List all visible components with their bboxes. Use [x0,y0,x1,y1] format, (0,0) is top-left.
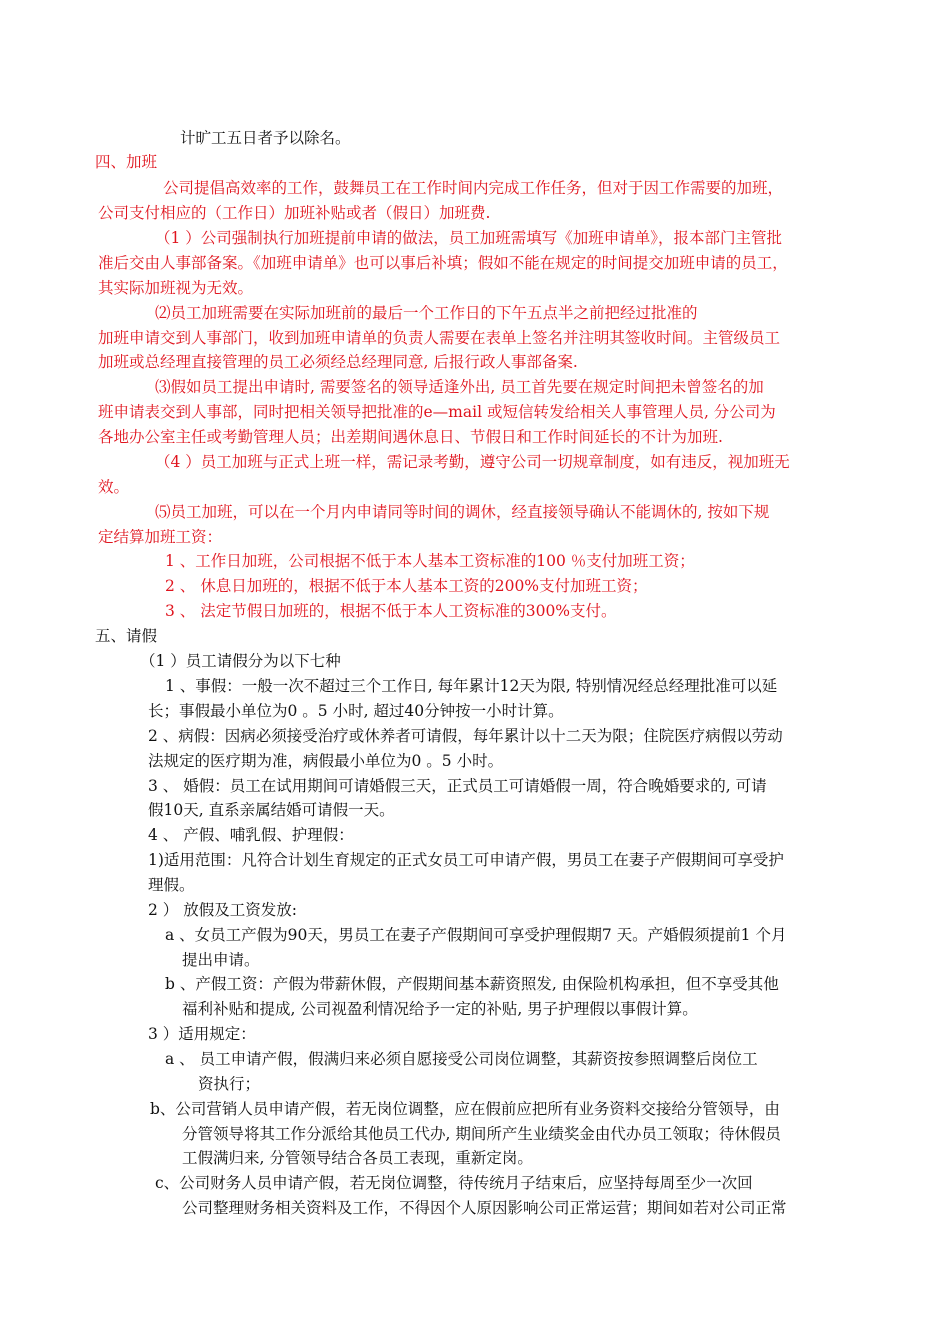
list-item: c、公司财务人员申请产假，若无岗位调整，待传统月子结束后，应坚持每周至少一次回 [155,1174,753,1192]
text-line: 长；事假最小单位为0 。5 小时, 超过40分钟按一小时计算。 [148,702,564,720]
list-item: 1 、工作日加班，公司根据不低于本人基本工资标准的100 ％支付加班工资； [165,552,695,570]
list-item: a 、女员工产假为90天，男员工在妻子产假期间可享受护理假期7 天。产婚假须提前1 个月 [165,926,787,944]
text-line: 公司整理财务相关资料及工作，不得因个人原因影响公司正常运营；期间如若对公司正常 [182,1199,787,1217]
text-line: 1)适用范围：凡符合计划生育规定的正式女员工可申请产假，男员工在妻子产假期间可享受护 [148,851,784,869]
text-line: 分管领导将其工作分派给其他员工代办, 期间所产生业绩奖金由代办员工领取；待休假员 [182,1125,781,1143]
list-item: 1 、事假：一般一次不超过三个工作日, 每年累计12天为限, 特别情况经总经理批准可以延 [165,677,778,695]
text-line: ⑸员工加班，可以在一个月内申请同等时间的调休，经直接领导确认不能调休的, 按如下规 [155,503,770,521]
text-line: 福利补贴和提成, 公司视盈利情况给予一定的补贴, 男子护理假以事假计算。 [182,1000,698,1018]
text-line: 公司提倡高效率的工作，鼓舞员工在工作时间内完成工作任务，但对于因工作需要的加班， [163,179,784,197]
text-line: （4 ）员工加班与正式上班一样，需记录考勤，遵守公司一切规章制度，如有违反，视加班无 [155,453,790,471]
section-heading-leave: 五、请假 [95,627,158,645]
list-item: b 、产假工资：产假为带薪休假，产假期间基本薪资照发, 由保险机构承担，但不享受其他 [165,975,779,993]
text-line: 假10天, 直系亲属结婚可请假一天。 [148,801,395,819]
text-line: 计旷工五日者予以除名。 [180,129,351,147]
text-line: 其实际加班视为无效。 [98,279,254,297]
text-line: 定结算加班工资： [98,528,223,546]
text-line: 资执行； [198,1075,261,1093]
text-line: 法规定的医疗期为准，病假最小单位为0 。5 小时。 [148,752,504,770]
text-line: 加班申请交到人事部门，收到加班申请单的负责人需要在表单上签名并注明其签收时间。主管级员工 [98,329,781,347]
list-item: 4 、 产假、哺乳假、护理假： [148,826,354,844]
text-line: （1 ）员工请假分为以下七种 [140,652,341,670]
list-item: 2 ） 放假及工资发放: [148,901,297,919]
section-heading-overtime: 四、加班 [95,153,158,171]
text-line: ⑶假如员工提出申请时, 需要签名的领导适逢外出, 员工首先要在规定时间把未曾签名的加 [155,378,764,396]
text-line: ⑵员工加班需要在实际加班前的最后一个工作日的下午五点半之前把经过批准的 [155,304,698,322]
list-item: 3 ）适用规定： [148,1025,256,1043]
text-line: （1 ）公司强制执行加班提前申请的做法，员工加班需填写《加班申请单》，报本部门主管批 [155,229,783,247]
list-item: 2 、 休息日加班的，根据不低于本人基本工资的200%支付加班工资； [165,577,648,595]
text-line: 效。 [98,478,130,496]
text-line: 班申请表交到人事部，同时把相关领导把批准的e—mail 或短信转发给相关人事管理人员, 分公司为 [98,403,776,421]
list-item: 3 、 婚假：员工在试用期间可请婚假三天，正式员工可请婚假一周，符合晚婚要求的, 可请 [148,777,767,795]
list-item: b、公司营销人员申请产假，若无岗位调整，应在假前应把所有业务资料交接给分管领导，由 [150,1100,780,1118]
text-line: 公司支付相应的（工作日）加班补贴或者（假日）加班费. [98,204,491,222]
list-item: 2 、病假：因病必须接受治疗或休养者可请假，每年累计以十二天为限；住院医疗病假以劳动 [148,727,783,745]
list-item: 3 、 法定节假日加班的，根据不低于本人工资标准的300%支付。 [165,602,617,620]
text-line: 准后交由人事部备案。《加班申请单》也可以事后补填；假如不能在规定的时间提交加班申请的员工， [98,254,788,272]
text-line: 提出申请。 [182,951,260,969]
list-item: a 、 员工申请产假，假满归来必须自愿接受公司岗位调整，其薪资按参照调整后岗位工 [165,1050,758,1068]
text-line: 工假满归来, 分管领导结合各员工表现，重新定岗。 [182,1149,533,1167]
text-line: 理假。 [148,876,195,894]
text-line: 各地办公室主任或考勤管理人员；出差期间遇休息日、节假日和工作时间延长的不计为加班. [98,428,723,446]
text-line: 加班或总经理直接管理的员工必须经总经理同意, 后报行政人事部备案. [98,353,578,371]
